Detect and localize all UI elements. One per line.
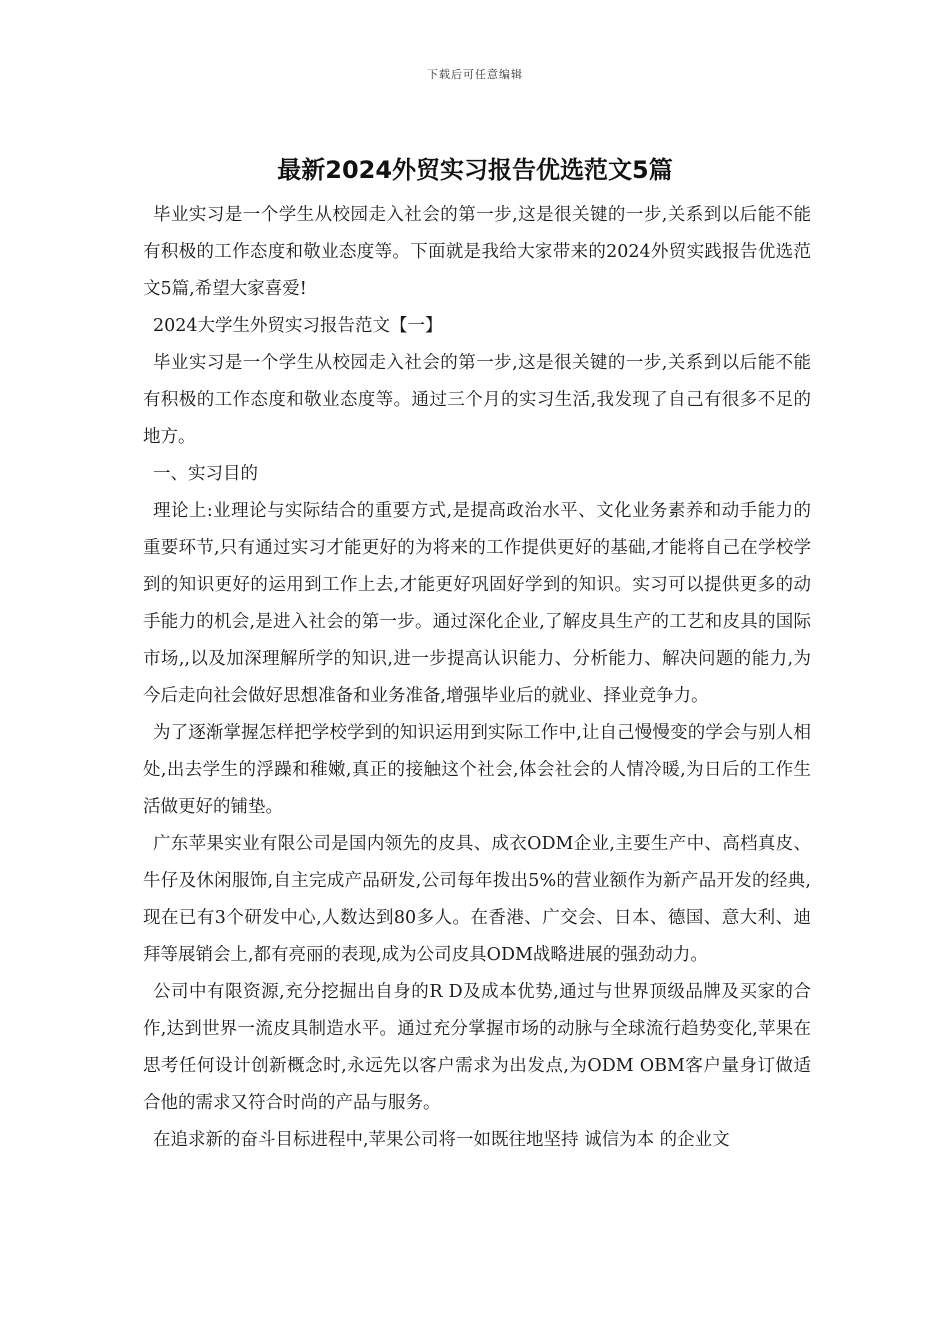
paragraph: 在追求新的奋斗目标进程中,苹果公司将一如既往地坚持 诚信为本 的企业文 (153, 1130, 730, 1150)
paragraph-intro: 毕业实习是一个学生从校园走入社会的第一步,这是很关键的一步,关系到以后能不能有积极的工作态度和敬业态度等。下面就是我给大家带来的2024外贸实践报告优选范文5篇,希望大家喜爱! (143, 205, 811, 299)
paragraph: 公司中有限资源,充分挖掘出自身的R D及成本优势,通过与世界顶级品牌及买家的合作,达到世界一流皮具制造水平。通过充分掌握市场的动脉与全球流行趋势变化,苹果在思考任何设计创新概念时,永远先以客户需求为出发点,为ODM OBM客户量身订做适合他的需求又符合时尚的产品与服务。 (143, 982, 811, 1113)
paragraph: 为了逐渐掌握怎样把学校学到的知识运用到实际工作中,让自己慢慢变的学会与别人相处,出去学生的浮躁和稚嫩,真正的接触这个社会,体会社会的人情冷暖,为日后的工作生活做更好的铺垫。 (143, 723, 811, 817)
page-title: 最新2024外贸实习报告优选范文5篇 (277, 156, 673, 184)
paragraph: 理论上:业理论与实际结合的重要方式,是提高政治水平、文化业务素养和动手能力的重要环节,只有通过实习才能更好的为将来的工作提供更好的基础,才能将自己在学校学到的知识更好的运用到工作上去,才能更好巩固好学到的知识。实习可以提供更多的动手能力的机会,是进入社会的第一步。通过深化企业,了解皮具生产的工艺和皮具的国际市场,,以及加深理解所学的知识,进一步提高认识能力、分析能力、解决问题的能力,为今后走向社会做好思想准备和业务准备,增强毕业后的就业、择业竞争力。 (143, 501, 811, 706)
paragraph: 广东苹果实业有限公司是国内领先的皮具、成衣ODM企业,主要生产中、高档真皮、牛仔及休闲服饰,自主完成产品研发,公司每年拨出5%的营业额作为新产品开发的经典,现在已有3个研发中心,人数达到80多人。在香港、广交会、日本、德国、意大利、迪拜等展销会上,都有亮丽的表现,成为公司皮具ODM战略进展的强劲动力。 (143, 834, 811, 965)
section-heading-purpose: 一、实习目的 (153, 464, 258, 484)
header-note: 下载后可任意编辑 (427, 68, 523, 81)
document-body (143, 197, 811, 1159)
section-heading-sample-one: 2024大学生外贸实习报告范文【一】 (153, 316, 443, 336)
paragraph: 毕业实习是一个学生从校园走入社会的第一步,这是很关键的一步,关系到以后能不能有积极的工作态度和敬业态度等。通过三个月的实习生活,我发现了自己有很多不足的地方。 (143, 353, 811, 447)
